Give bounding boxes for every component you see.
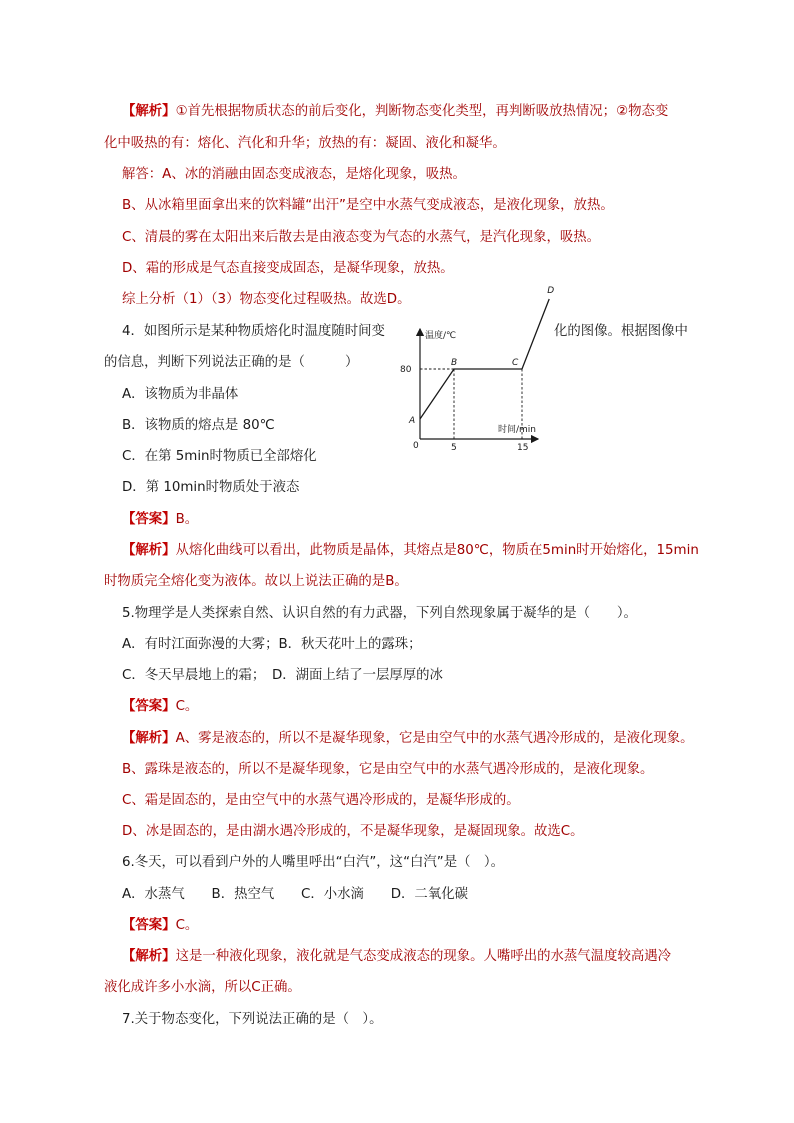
- q7-stem: 7.关于物态变化，下列说法正确的是（ ）。: [122, 1012, 383, 1027]
- y-axis-label: 温度/℃: [425, 331, 457, 341]
- q6-answer: 【答案】C。: [122, 918, 199, 933]
- q5-options-cd: C．冬天早晨地上的霜； D．湖面上结了一层厚厚的冰: [122, 668, 443, 683]
- q4-analysis-line-2: 时物质完全熔化变为液体。故以上说法正确的是B。: [104, 574, 408, 589]
- point-label-c: C: [512, 358, 519, 368]
- q6-analysis-line-1: 【解析】这是一种液化现象，液化就是气态变成液态的现象。人嘴呼出的水蒸气温度较高遇冷: [122, 949, 672, 964]
- q4-analysis-line-1: 【解析】从熔化曲线可以看出，此物质是晶体，其熔点是80℃，物质在5min时开始熔化，15min: [122, 543, 699, 558]
- q3-option-d-analysis: D、霜的形成是气态直接变成固态，是凝华现象，放热。: [122, 261, 454, 276]
- q3-option-b-analysis: B、从冰箱里面拿出来的饮料罐“出汗”是空中水蒸气变成液态，是液化现象，放热。: [122, 198, 614, 213]
- y-tick-label: 80: [400, 365, 412, 375]
- q4-stem-line-1a: 4．如图所示是某种物质熔化时温度随时间变: [122, 324, 385, 339]
- q3-solve: 解答：A、冰的消融由固态变成液态，是熔化现象，吸热。: [122, 167, 466, 182]
- q5-stem: 5.物理学是人类探索自然、认识自然的有力武器，下列自然现象属于凝华的是（ ）。: [122, 606, 637, 621]
- origin-label: 0: [413, 441, 419, 451]
- q5-answer: 【答案】C。: [122, 699, 199, 714]
- q3-analysis-line-1: 【解析】①首先根据物质状态的前后变化，判断物态变化类型，再判断吸放热情况；②物态变: [122, 104, 669, 119]
- x-tick-label: 15: [517, 443, 529, 453]
- q4-answer: 【答案】B。: [122, 512, 199, 527]
- q6-options: A．水蒸气 B．热空气 C．小水滴 D．二氧化碳: [122, 887, 468, 902]
- point-label-d: D: [547, 286, 555, 296]
- q5-analysis-d: D、冰是固态的，是由湖水遇冷形成的，不是凝华现象，是凝固现象。故选C。: [122, 824, 584, 839]
- q5-options-ab: A．有时江面弥漫的大雾；B．秋天花叶上的露珠；: [122, 637, 422, 652]
- q4-option-b: B．该物质的熔点是 80℃: [122, 418, 275, 433]
- q5-analysis-a: 【解析】A、雾是液态的，所以不是凝华现象，它是由空气中的水蒸气遇冷形成的，是液化现象。: [122, 731, 694, 746]
- point-label-a: A: [409, 416, 416, 426]
- q4-stem-line-2: 的信息，判断下列说法正确的是（ ）: [104, 355, 359, 370]
- q4-option-c: C．在第 5min时物质已全部熔化: [122, 449, 317, 464]
- q4-option-a: A．该物质为非晶体: [122, 387, 239, 402]
- q4-option-d: D．第 10min时物质处于液态: [122, 480, 300, 495]
- melting-curve: [420, 299, 549, 419]
- q6-stem: 6.冬天，可以看到户外的人嘴里呼出“白汽”，这“白汽”是（ ）。: [122, 855, 504, 870]
- q4-stem-line-1b: 化的图像。根据图像中: [554, 324, 688, 339]
- melting-curve-chart: [398, 286, 555, 453]
- point-label-b: B: [451, 358, 458, 368]
- q5-analysis-c: C、霜是固态的，是由空气中的水蒸气遇冷形成的，是凝华形成的。: [122, 793, 520, 808]
- x-tick-label: 5: [451, 443, 457, 453]
- q3-option-c-analysis: C、清晨的雾在太阳出来后散去是由液态变为气态的水蒸气，是汽化现象，吸热。: [122, 230, 601, 245]
- q6-analysis-line-2: 液化成许多小水滴，所以C正确。: [104, 980, 301, 995]
- x-axis-label: 时间/min: [498, 425, 537, 435]
- analysis-tag: 【解析】: [122, 104, 176, 119]
- q3-analysis-line-2: 化中吸热的有：熔化、汽化和升华；放热的有：凝固、液化和凝华。: [104, 136, 506, 151]
- q5-analysis-b: B、露珠是液态的，所以不是凝华现象，它是由空气中的水蒸气遇冷形成的，是液化现象。: [122, 762, 654, 777]
- q3-summary: 综上分析（1）（3）物态变化过程吸热。故选D。: [122, 292, 411, 307]
